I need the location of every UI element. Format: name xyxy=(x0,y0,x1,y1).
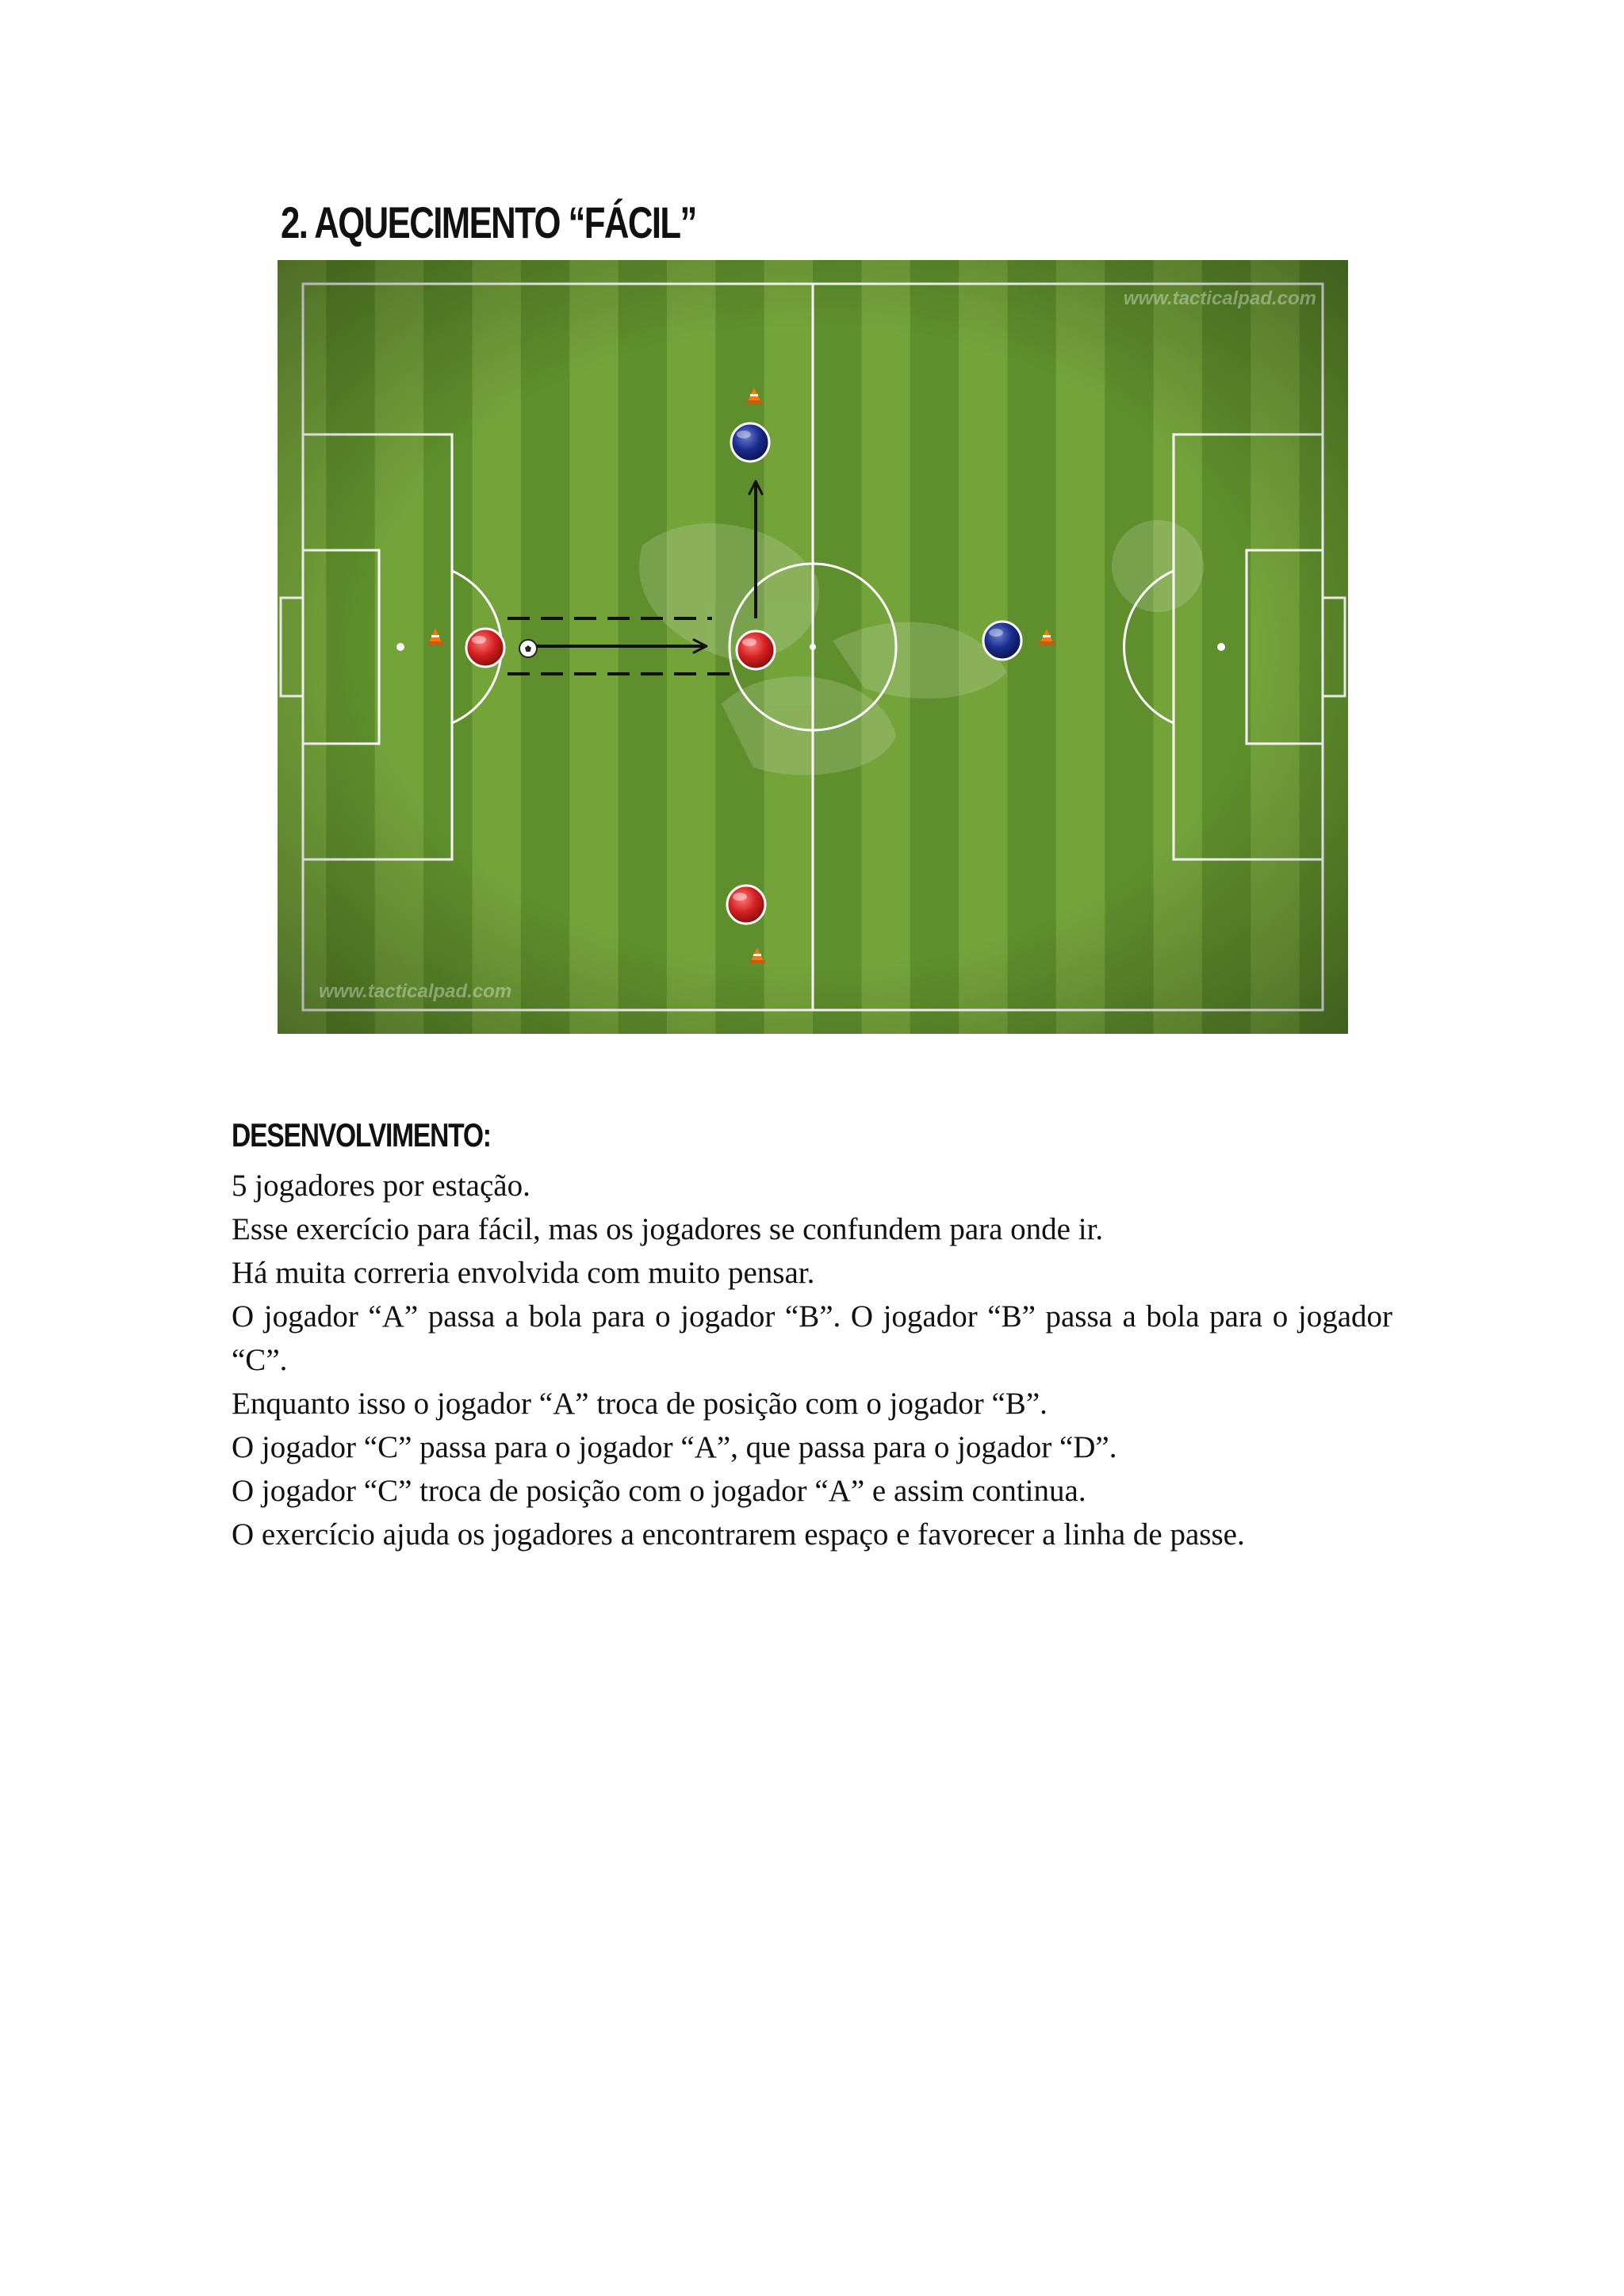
tactical-diagram xyxy=(278,260,1348,1034)
watermark-top: www.tacticalpad.com xyxy=(1123,288,1316,309)
vignette xyxy=(278,260,1348,1034)
paragraph: O jogador “C” passa para o jogador “A”, que passa para o jogador “D”. xyxy=(232,1430,1117,1464)
paragraph: 5 jogadores por estação. xyxy=(232,1169,530,1203)
paragraph: Enquanto isso o jogador “A” troca de posição com o jogador “B”. xyxy=(232,1387,1048,1421)
paragraph: O exercício ajuda os jogadores a encontrarem espaço e favorecer a linha de passe. xyxy=(232,1517,1245,1552)
pitch-svg xyxy=(278,260,1348,1034)
red-player-b xyxy=(737,631,775,669)
section-body xyxy=(232,1164,1392,1556)
paragraph: O jogador “A” passa a bola para o jogador “B”. O jogador “B” passa a bola para o jogador “C”. xyxy=(232,1299,1392,1377)
ball-icon xyxy=(519,640,537,657)
paragraph: O jogador “C” troca de posição com o jogador “A” e assim continua. xyxy=(232,1474,1086,1508)
paragraph: Há muita correria envolvida com muito pensar. xyxy=(232,1256,815,1290)
blue-player-right xyxy=(983,622,1021,660)
red-player-c xyxy=(727,886,765,924)
red-player-a xyxy=(466,629,504,667)
blue-player-top xyxy=(731,423,769,461)
section-heading: DESENVOLVIMENTO: xyxy=(232,1116,491,1154)
page-title: 2. AQUECIMENTO “FÁCIL” xyxy=(281,197,696,247)
paragraph: Esse exercício para fácil, mas os jogadores se confundem para onde ir. xyxy=(232,1212,1104,1246)
watermark-bottom: www.tacticalpad.com xyxy=(319,981,512,1002)
